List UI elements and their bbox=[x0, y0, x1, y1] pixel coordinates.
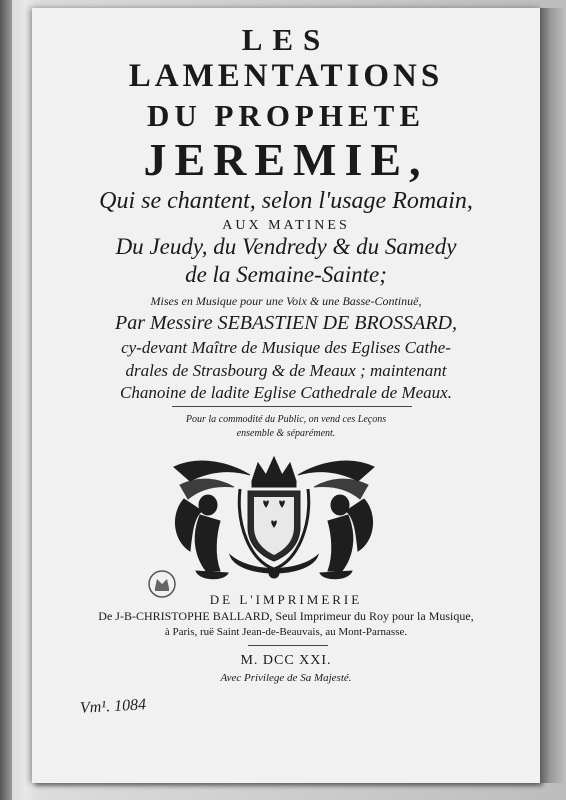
subtitle-line-4: de la Semaine-Sainte; bbox=[185, 262, 387, 287]
year-line: M. DCC XXI. bbox=[240, 653, 332, 668]
title-line-2: LAMENTATIONS bbox=[128, 58, 444, 94]
setting-line: Mises en Musique pour une Voix & une Basse-Continuë, bbox=[150, 294, 422, 308]
imprint-line-2: De J-B-CHRISTOPHE BALLARD, Seul Imprimeur du Roy pour la Musique, bbox=[98, 609, 474, 623]
imprint-line-1: DE L'IMPRIMERIE bbox=[209, 592, 363, 607]
subtitle-line-3: Du Jeudy, du Vendredy & du Samedy bbox=[115, 234, 457, 259]
page-edge-shadow bbox=[540, 8, 566, 783]
title-line-3: DU PROPHETE bbox=[146, 98, 426, 133]
divider-rule-2 bbox=[248, 645, 328, 646]
notice-line-1: Pour la commodité du Public, on vend ces Leçons bbox=[185, 414, 387, 425]
subtitle-line-2: AUX MATINES bbox=[222, 218, 350, 233]
divider-rule bbox=[172, 406, 412, 407]
title-line-1: LES bbox=[241, 22, 331, 57]
imprint-line-3: à Paris, ruë Saint Jean-de-Beauvais, au Mont-Parnasse. bbox=[164, 626, 408, 638]
subtitle-line-1: Qui se chantent, selon l'usage Romain, bbox=[99, 188, 473, 214]
author-line-1: Par Messire SEBASTIEN DE BROSSARD, bbox=[115, 312, 457, 334]
title-line-4: JEREMIE, bbox=[143, 134, 429, 185]
shelfmark-annotation: Vm¹. 1084 bbox=[79, 696, 147, 717]
author-line-2: cy-devant Maître de Musique des Eglises Cathe- bbox=[121, 338, 451, 357]
author-line-3: drales de Strasbourg & de Meaux ; maintenant bbox=[125, 361, 447, 380]
author-line-4: Chanoine de ladite Eglise Cathedrale de Meaux. bbox=[120, 383, 452, 402]
binding-spine bbox=[0, 0, 12, 800]
notice-line-2: ensemble & séparément. bbox=[236, 428, 336, 439]
royal-arms-ornament-icon bbox=[170, 455, 378, 583]
privilege-line: Avec Privilege de Sa Majesté. bbox=[220, 672, 352, 684]
